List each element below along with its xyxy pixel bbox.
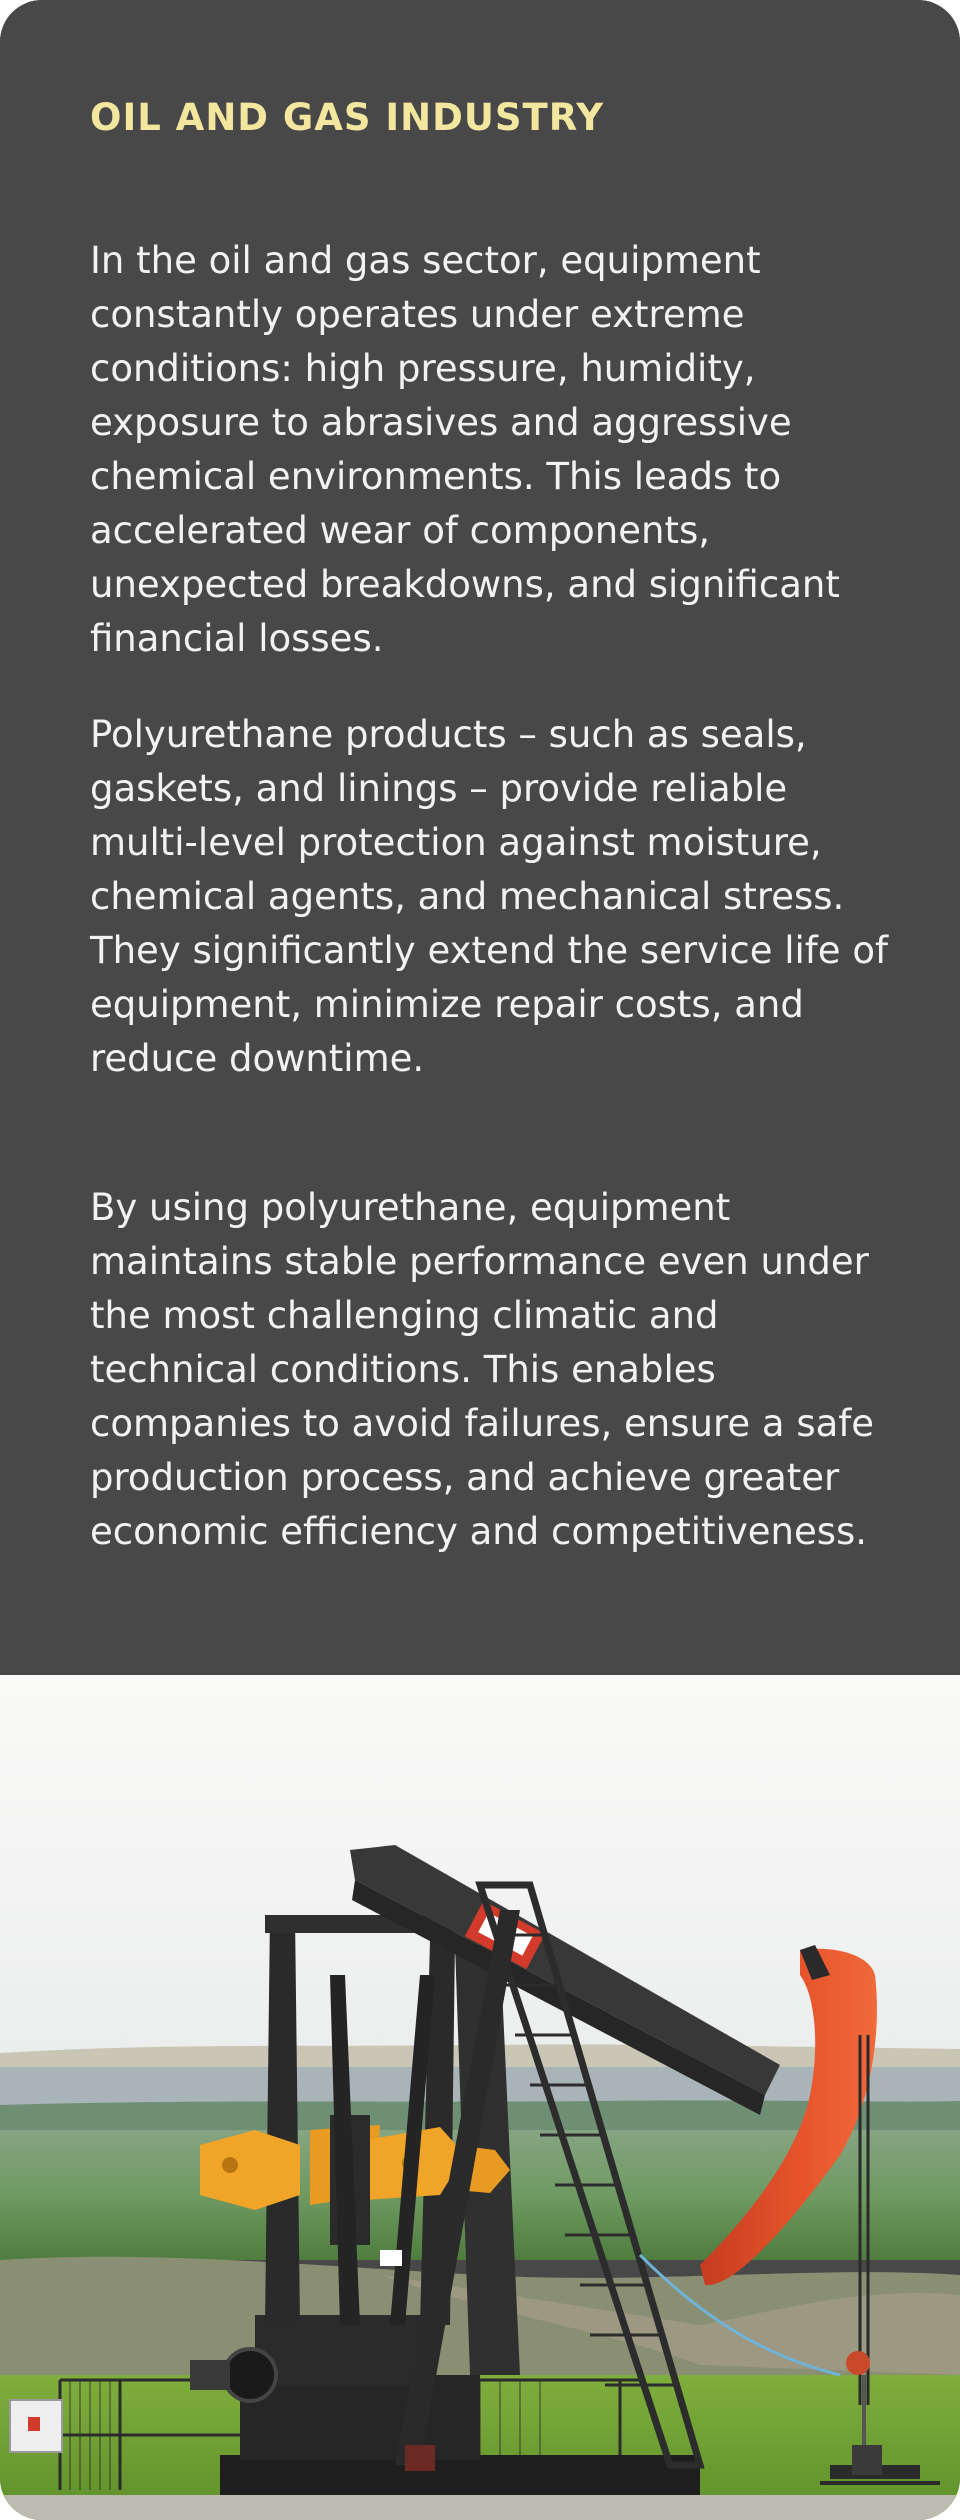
oil-pumpjack-photo bbox=[0, 1675, 960, 2520]
paragraph-products: Polyurethane products – such as seals, gaskets, and linings – provide reliable multi-level protection against moisture, chemical agents, and mechanical stress. They significantly extend the service life of equipment, minimize repair costs, and reduce downtime. bbox=[90, 713, 888, 1080]
paragraph-intro: In the oil and gas sector, equipment constantly operates under extreme conditions: high pressure, humidity, exposure to abrasives and aggressive chemical environments. This leads to accelerated wear of components, unexpected breakdowns, and significant financial losses. bbox=[90, 239, 840, 660]
paragraph-benefits: By using polyurethane, equipment maintains stable performance even under the most challenging climatic and technical conditions. This enables companies to avoid failures, ensure a safe production process, and achieve greater economic efficiency and competitiveness. bbox=[90, 1186, 875, 1553]
section-title: OIL AND GAS INDUSTRY bbox=[90, 96, 605, 139]
